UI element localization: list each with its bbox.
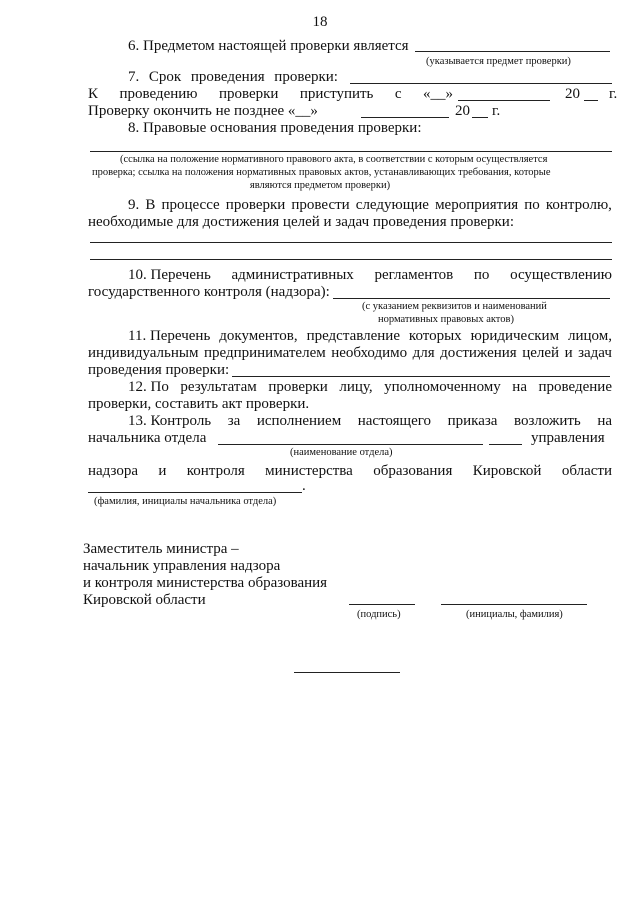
word: Кировской <box>472 463 542 479</box>
word: по <box>473 267 490 283</box>
word: приступить <box>299 86 374 102</box>
word: регламентов <box>374 267 454 283</box>
item-11-line-3: проведения проверки: <box>88 362 230 378</box>
word: индивидуальным <box>88 345 199 361</box>
word: результатам <box>180 379 257 395</box>
item-8-blank[interactable] <box>90 151 612 152</box>
word: провести <box>291 197 350 213</box>
word: проверки <box>218 86 279 102</box>
item-13-department-blank[interactable] <box>218 444 483 445</box>
name-note: (инициалы, фамилия) <box>466 609 563 620</box>
word: 7. <box>128 69 140 85</box>
word: настоящего <box>357 413 432 429</box>
word: приказа <box>447 413 498 429</box>
start-year-blank[interactable] <box>584 100 598 101</box>
end-year-suffix: г. <box>492 103 501 119</box>
start-date-label <box>88 86 453 103</box>
word: лицом, <box>568 328 612 344</box>
signature-line-2: начальник управления надзора <box>83 558 281 574</box>
end-divider <box>294 672 400 673</box>
item-13-head-name-blank[interactable] <box>88 492 302 493</box>
word: 9. <box>128 197 140 213</box>
word: В <box>145 197 156 213</box>
item-10-note-2: нормативных правовых актов) <box>378 314 514 325</box>
name-blank[interactable] <box>441 604 587 605</box>
word: Срок <box>148 69 182 85</box>
end-year-prefix: 20 <box>455 103 470 119</box>
word: документов, <box>219 328 298 344</box>
item-13-note-2: (фамилия, инициалы начальника отдела) <box>94 496 277 507</box>
word: министерства <box>265 463 353 479</box>
word: достижения <box>440 345 517 361</box>
end-date-label: Проверку окончить не позднее «__» <box>88 103 318 119</box>
word: и <box>158 463 167 479</box>
word: 13. Контроль <box>128 413 212 429</box>
item-8-note-3: являются предметом проверки) <box>249 180 391 191</box>
word: административных <box>231 267 354 283</box>
word: юридическим <box>470 328 560 344</box>
word: и <box>564 345 573 361</box>
item-13-line-2-left: начальника отдела <box>88 430 207 446</box>
word: представление <box>306 328 400 344</box>
word: лицу, <box>339 379 373 395</box>
item-13-extra-blank[interactable] <box>489 444 522 445</box>
item-9-blank-1[interactable] <box>90 242 612 243</box>
item-10-blank[interactable] <box>333 298 610 299</box>
item-12-line-1 <box>128 379 612 396</box>
item-7-blank[interactable] <box>350 83 612 84</box>
item-8-note-2: проверка; ссылка на положения нормативных правовых актов, устанавливающих требования, которые <box>92 167 551 178</box>
word: уполномоченному <box>384 379 501 395</box>
word: проведения <box>190 69 265 85</box>
item-13-note: (наименование отдела) <box>290 447 393 458</box>
signature-line-4: Кировской области <box>83 592 206 608</box>
start-month-blank[interactable] <box>458 100 550 101</box>
item-6-text: 6. Предметом настоящей проверки является <box>128 38 409 54</box>
item-9-line-1 <box>128 197 612 214</box>
item-12-line-2: проверки, составить акт проверки. <box>88 396 310 412</box>
word: К <box>88 86 99 102</box>
page-number: 18 <box>312 14 328 30</box>
item-11-blank[interactable] <box>232 376 610 377</box>
word: «__» <box>422 86 453 102</box>
word: с <box>394 86 402 102</box>
word: проведению <box>119 86 198 102</box>
signature-blank[interactable] <box>349 604 415 605</box>
signature-line-3: и контроля министерства образования <box>83 575 328 591</box>
word: проверки <box>268 379 328 395</box>
word: 12. По <box>128 379 169 395</box>
item-10-line-2: государственного контроля (надзора): <box>88 284 330 300</box>
item-10-note-1: (с указанием реквизитов и наименований <box>362 301 547 312</box>
item-9-blank-2[interactable] <box>90 259 612 260</box>
end-year-blank[interactable] <box>472 117 488 118</box>
word: на <box>597 413 612 429</box>
item-11-line-2 <box>88 345 612 362</box>
item-8-note-1: (ссылка на положение нормативного правового акта, в соответствии с которым осуществляется <box>120 154 548 165</box>
word: возложить <box>513 413 581 429</box>
word: предпринимателем <box>203 345 326 361</box>
word: целей <box>522 345 560 361</box>
signature-note: (подпись) <box>357 609 401 620</box>
word: за <box>227 413 241 429</box>
word: 11. Перечень <box>128 328 211 344</box>
item-13-line-1 <box>128 413 612 430</box>
word: мероприятия <box>435 197 519 213</box>
item-8-text: 8. Правовые основания проведения проверки: <box>128 120 422 136</box>
word: образования <box>373 463 453 479</box>
word: проведение <box>538 379 612 395</box>
word: задач <box>578 345 612 361</box>
signature-line-1: Заместитель министра – <box>83 541 239 557</box>
item-13-line-4-end: . <box>302 478 306 494</box>
word: необходимо <box>331 345 408 361</box>
start-year-prefix: 20 <box>565 86 580 102</box>
word: следующие <box>355 197 429 213</box>
word: области <box>561 463 612 479</box>
word: надзора <box>88 463 138 479</box>
item-13-line-3 <box>88 463 612 480</box>
word: проверки <box>225 197 286 213</box>
word: контроля <box>186 463 245 479</box>
item-13-line-2-right: управления <box>531 430 605 446</box>
word: для <box>412 345 435 361</box>
word: исполнением <box>256 413 342 429</box>
word: на <box>512 379 527 395</box>
item-6-note: (указывается предмет проверки) <box>426 56 571 67</box>
word: контролю, <box>545 197 612 213</box>
item-7-label <box>128 69 338 86</box>
word: которых <box>408 328 462 344</box>
item-9-line-2: необходимые для достижения целей и задач проведения проверки: <box>88 214 515 230</box>
word: проверки: <box>274 69 338 85</box>
start-year-suffix: г. <box>609 86 618 102</box>
word: 10. Перечень <box>128 267 211 283</box>
word: по <box>524 197 540 213</box>
end-month-blank[interactable] <box>361 117 449 118</box>
word: осуществлению <box>510 267 612 283</box>
item-6-blank[interactable] <box>415 51 610 52</box>
word: процессе <box>161 197 220 213</box>
item-11-line-1 <box>128 328 612 345</box>
item-10-line-1 <box>128 267 612 284</box>
